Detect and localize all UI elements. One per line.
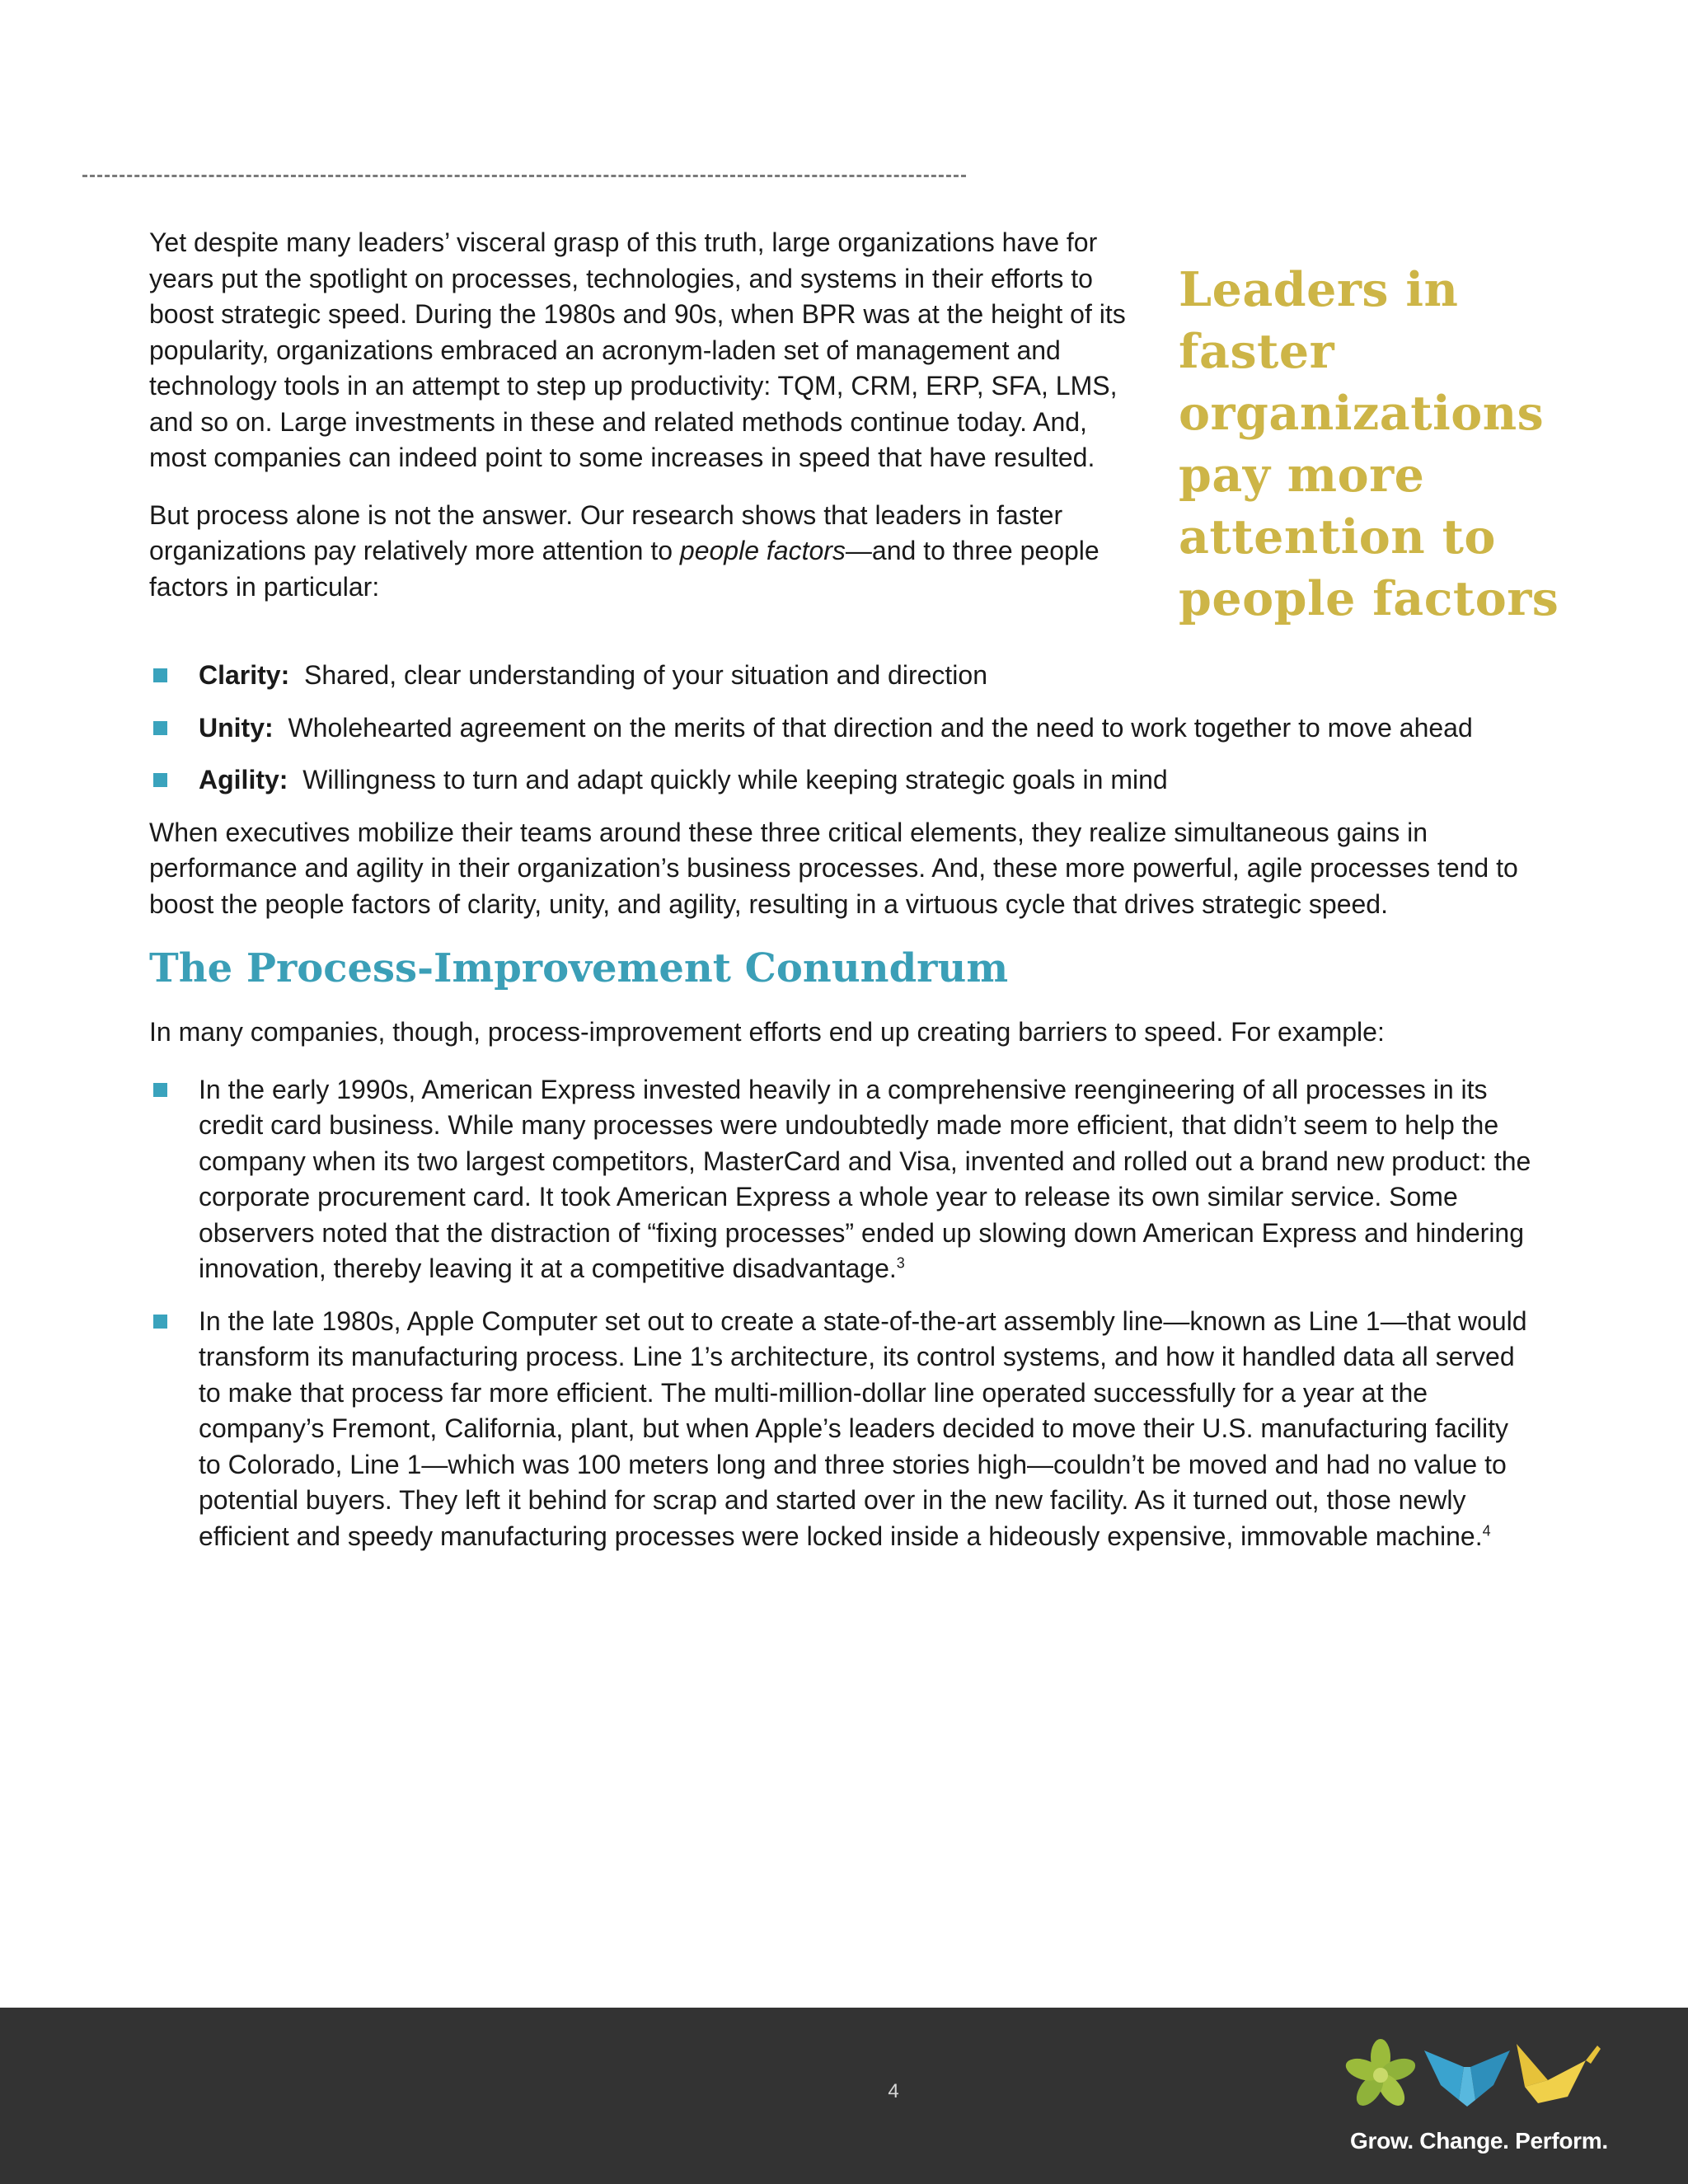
butterfly-icon xyxy=(1424,2050,1510,2107)
company-logo xyxy=(1343,2032,1624,2172)
list-item xyxy=(149,658,1534,694)
list-item xyxy=(149,1304,1534,1555)
tagline: Grow. Change. Perform. xyxy=(1350,2128,1608,2154)
square-bullet-icon xyxy=(153,1315,167,1329)
section-heading: The Process-Improvement Conundrum xyxy=(149,945,1009,991)
intro-paragraph-2 xyxy=(149,498,1138,606)
factor-term: Agility: xyxy=(199,765,288,794)
footnote-marker: 3 xyxy=(896,1254,905,1272)
page-number: 4 xyxy=(888,2080,899,2102)
flower-icon xyxy=(1343,2039,1418,2111)
people-factors-list xyxy=(149,658,1534,799)
intro-paragraph-2-end: —and to three people factors in particular: xyxy=(149,536,1100,602)
page-footer xyxy=(0,2008,1688,2184)
main-body xyxy=(149,658,1534,1571)
pull-quote: Leaders in faster organizations pay more attention to people factors xyxy=(1179,262,1559,626)
list-item xyxy=(149,710,1534,747)
paper-crane-icon xyxy=(1517,2044,1601,2103)
intro-column xyxy=(149,225,1138,626)
factor-text: Wholehearted agreement on the merits of that direction and the need to work together to move ahead xyxy=(288,712,1473,743)
intro-paragraph-1: Yet despite many leaders’ visceral grasp of this truth, large organizations have for years put the spotlight on processes, technologies, and systems in their efforts to boost strategic speed. During the 1980s and 90s, when BPR was at the height of its popularity, organizations embraced an acronym-laden set of management and technology tools in an attempt to step up productivity: TQM, CRM, ERP, SFA, LMS, and so on. Large investments in these and related methods continue today. And, most companies can indeed point to some increases in speed that have resulted. xyxy=(149,227,1126,472)
examples-list xyxy=(149,1072,1534,1555)
section-lead-paragraph: In many companies, though, process-improvement efforts end up creating barriers to speed. For example: xyxy=(149,1017,1385,1047)
dashed-divider xyxy=(82,175,966,177)
factor-text: Shared, clear understanding of your situation and direction xyxy=(304,660,987,690)
intro-paragraph-2-start: But process alone is not the answer. Our research shows that leaders in faster organizations pay relatively more attention to xyxy=(149,499,1063,565)
people-factors-emphasis: people factors xyxy=(679,536,846,565)
factor-term: Clarity: xyxy=(199,660,290,690)
square-bullet-icon xyxy=(153,721,167,735)
logo-graphics xyxy=(1343,2032,1624,2123)
factor-term: Unity: xyxy=(199,712,274,743)
example-text: In the early 1990s, American Express invested heavily in a comprehensive reengineering of all processes in its credit card business. While many processes were undoubtedly made more efficient, that didn’t seem to help the company when its two largest competitors, MasterCard and Visa, invented and rolled out a brand new product: the corporate procurement card. It took American Express a whole year to release its own similar service. Some observers noted that the distraction of “fixing processes” ended up slowing down American Express and hindering innovation, thereby leaving it at a competitive disadvantage. xyxy=(199,1074,1531,1283)
virtuous-cycle-paragraph: When executives mobilize their teams around these three critical elements, they realize simultaneous gains in performance and agility in their organization’s business processes. And, these more powerful, agile processes tend to boost the people factors of clarity, unity, and agility, resulting in a virtuous cycle that drives strategic speed. xyxy=(149,817,1518,919)
square-bullet-icon xyxy=(153,1083,167,1097)
square-bullet-icon xyxy=(153,773,167,787)
factor-text: Willingness to turn and adapt quickly while keeping strategic goals in mind xyxy=(302,765,1168,794)
list-item xyxy=(149,762,1534,799)
square-bullet-icon xyxy=(153,668,167,682)
list-item xyxy=(149,1072,1534,1287)
footnote-marker: 4 xyxy=(1482,1521,1491,1539)
example-text: In the late 1980s, Apple Computer set out to create a state-of-the-art assembly line—known as Line 1—that would transform its manufacturing process. Line 1’s architecture, its control systems, and how it handled data all served to make that process far more efficient. The multi-million-dollar line operated successfully for a year at the company’s Fremont, California, plant, but when Apple’s leaders decided to move their U.S. manufacturing facility to Colorado, Line 1—which was 100 meters long and three stories high—couldn’t be moved and had no value to potential buyers. They left it behind for scrap and started over in the new facility. As it turned out, those newly efficient and speedy manufacturing processes were locked inside a hideously expensive, immovable machine. xyxy=(199,1305,1527,1551)
